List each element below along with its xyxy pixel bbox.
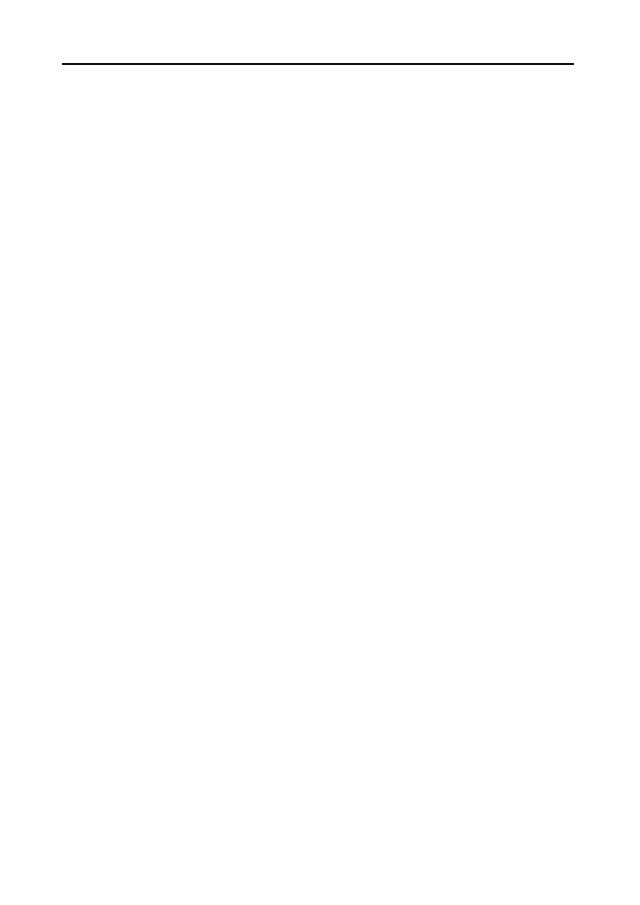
agriculture-area-table	[62, 63, 574, 65]
body-text	[62, 58, 574, 71]
header-area	[365, 64, 574, 65]
table-header-row	[63, 64, 574, 65]
header-activity	[63, 64, 365, 65]
